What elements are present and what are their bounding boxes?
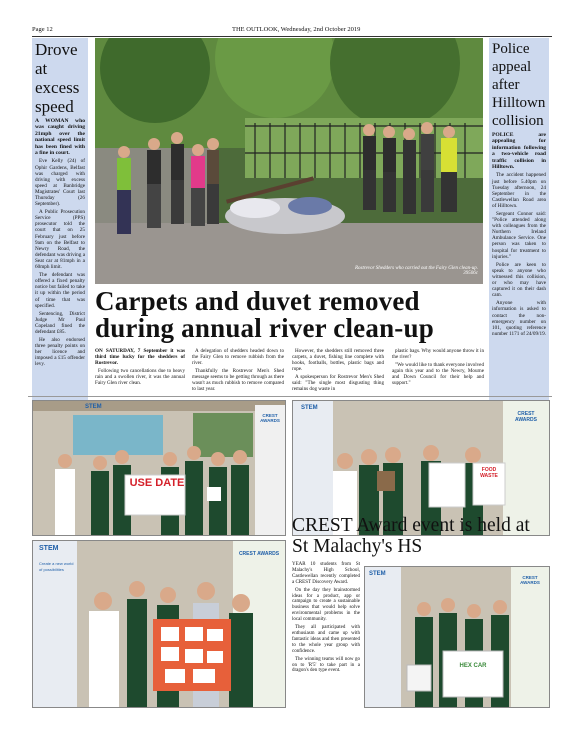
crest-awards-banner-label: CREST AWARDS [515, 411, 537, 423]
crest-headline: CREST Award event is held at St Malachy's HS [292, 515, 530, 557]
main-story-paragraph: A delegation of shedders headed down to the Fairy Glen to remove rubbish from the river. [192, 348, 284, 366]
students-with-poster-illustration [33, 401, 285, 535]
crest-photo-hex-car [364, 566, 550, 708]
right-story-paragraph: Sergeant Connor said: "Police attended along with colleagues from the Northern Ireland Ambulance Service. One person was taken to hospital for treatment to injuries." [492, 211, 546, 260]
main-story-column-2 [192, 348, 284, 394]
stem-banner-label: STEM [85, 404, 102, 410]
students-with-hex-car-poster-illustration [365, 567, 549, 707]
banner-slogan-line-2: of possibilities [39, 567, 64, 572]
page-number: Page 12 [32, 26, 53, 33]
crest-story-paragraph: YEAR 10 students from St Malachy's High School, Castlewellan recently completed a CREST Discovery Award. [292, 562, 360, 585]
right-story-lead: POLICE are appealing for information following a two-vehicle road traffic collision in Hilltown. [492, 132, 546, 171]
cleanup-photo-caption: Rostrevor Shedders who carried out the Fairy Glen clean-up. 39506c [355, 266, 478, 276]
left-story-paragraph: Sentencing, District Judge Mr Paul Copeland fined the defendant £85. [35, 310, 85, 335]
crest-story-paragraph: On the day they brainstormed ideas for a product, app or campaign to create a sustainable business that would help solve environmental problems in the local community. [292, 587, 360, 623]
main-story-paragraph: A spokesperson for Rostrevor Men's Shed said: "The single most disgusting thing remains dog waste in [292, 374, 384, 392]
right-story-paragraph: Police are keen to speak to anyone who witnessed this collision, or who may have captured it on their dash cam. [492, 261, 546, 299]
left-sidebar [32, 38, 88, 418]
main-story-paragraph: Thankfully the Rostrevor Men's Shed message seems to be getting through as there wasn't as much rubbish to remove compared to last year. [192, 368, 284, 392]
poster-hex-car-text: HEX CAR [459, 663, 487, 669]
main-story-column-1 [95, 348, 185, 388]
right-story-paragraph: Anyone with information is asked to contact the non-emergency number on 101, quoting reference number 1171 of 24/09/19. [492, 300, 546, 337]
publication-line: THE OUTLOOK, Wednesday, 2nd October 2019 [232, 26, 361, 33]
main-story-column-4 [392, 348, 484, 388]
left-story-paragraph: Eve Kelly (24) of Ophir Gardens, Belfast was charged with driving with excess speed at Banbridge Magistrates' Court last Thursday (26 September). [35, 158, 85, 208]
crest-story-paragraph: The winning teams will now go on to 'R'5' to take part in a dragon's den type event. [292, 656, 360, 674]
left-story-headline: Drove at excess speed [35, 40, 80, 116]
right-story-body [489, 132, 549, 337]
banner-slogan-line-1: Create a new world [39, 561, 74, 566]
main-story-paragraph: "We would like to thank everyone involved again this year and to the Newry, Mourne and Down Council for their help and support." [392, 362, 484, 386]
stem-banner-label: STEM [369, 571, 386, 577]
page-header [32, 26, 552, 37]
left-story-body [32, 118, 88, 368]
poster-food-waste-text: FOOD WASTE [480, 467, 498, 479]
stem-banner-label: STEM [301, 405, 318, 411]
left-story-paragraph: The defendant was offered a fixed penalty notice but failed to take it up within the period of time that was specified. [35, 272, 85, 309]
stem-banner-label: STEM [39, 545, 59, 552]
main-story-paragraph: Following two cancellations due to heavy rain and a swollen river, it was the annual Fairy Glen river clean. [95, 368, 185, 386]
crest-awards-banner-label: CREST AWARDS [260, 413, 280, 423]
crest-story-paragraph: They all participated with enthusiasm and came up with fantastic ideas and then presented to the whole year group with confidence. [292, 625, 360, 654]
main-story-column-3 [292, 348, 384, 394]
right-story-headline: Police appeal after Hilltown collision [492, 41, 546, 129]
right-sidebar [489, 38, 549, 418]
river-cleanup-photo [95, 38, 483, 284]
crest-photo-presentation [32, 540, 286, 708]
main-story-lead: ON SATURDAY, 7 September it was third time lucky for the shedders of Rostrevor. [95, 348, 185, 366]
poster-use-date-text: USE DATE [129, 477, 185, 489]
left-story-paragraph: A Public Prosecution Service (PPS) prosecutor told the court that on 25 February just before 9am on the Belfast to Newry Road, the defendant was driving a Seat car at 81mph in a 60mph limit. [35, 209, 85, 271]
main-headline: Carpets and duvet removed during annual river clean-up [95, 286, 434, 343]
main-story-paragraph: plastic bags. Why would anyone throw it in the river? [392, 348, 484, 360]
left-story-lead: A WOMAN who was caught driving 21mph over the national speed limit has been fined with a fine in court. [35, 118, 85, 157]
left-story-paragraph: He also endorsed three penalty points on her licence and imposed a £15 offender levy. [35, 337, 85, 368]
crest-awards-banner-label: CREST AWARDS [238, 551, 280, 557]
crest-story-body [292, 562, 360, 676]
crest-photo-use-date [32, 400, 286, 536]
right-story-paragraph: The accident happened just before 5.40pm on Tuesday afternoon, 24 September in the Castlewellan Road area of Hilltown. [492, 172, 546, 209]
main-story-paragraph: However, the shedders still removed three carpets, a duvet, fishing line complete with hooks, footballs, bottles, plastic bags and rope. [292, 348, 384, 372]
cleanup-scene-illustration [95, 38, 483, 284]
crest-awards-banner-label: CREST AWARDS [520, 575, 540, 585]
